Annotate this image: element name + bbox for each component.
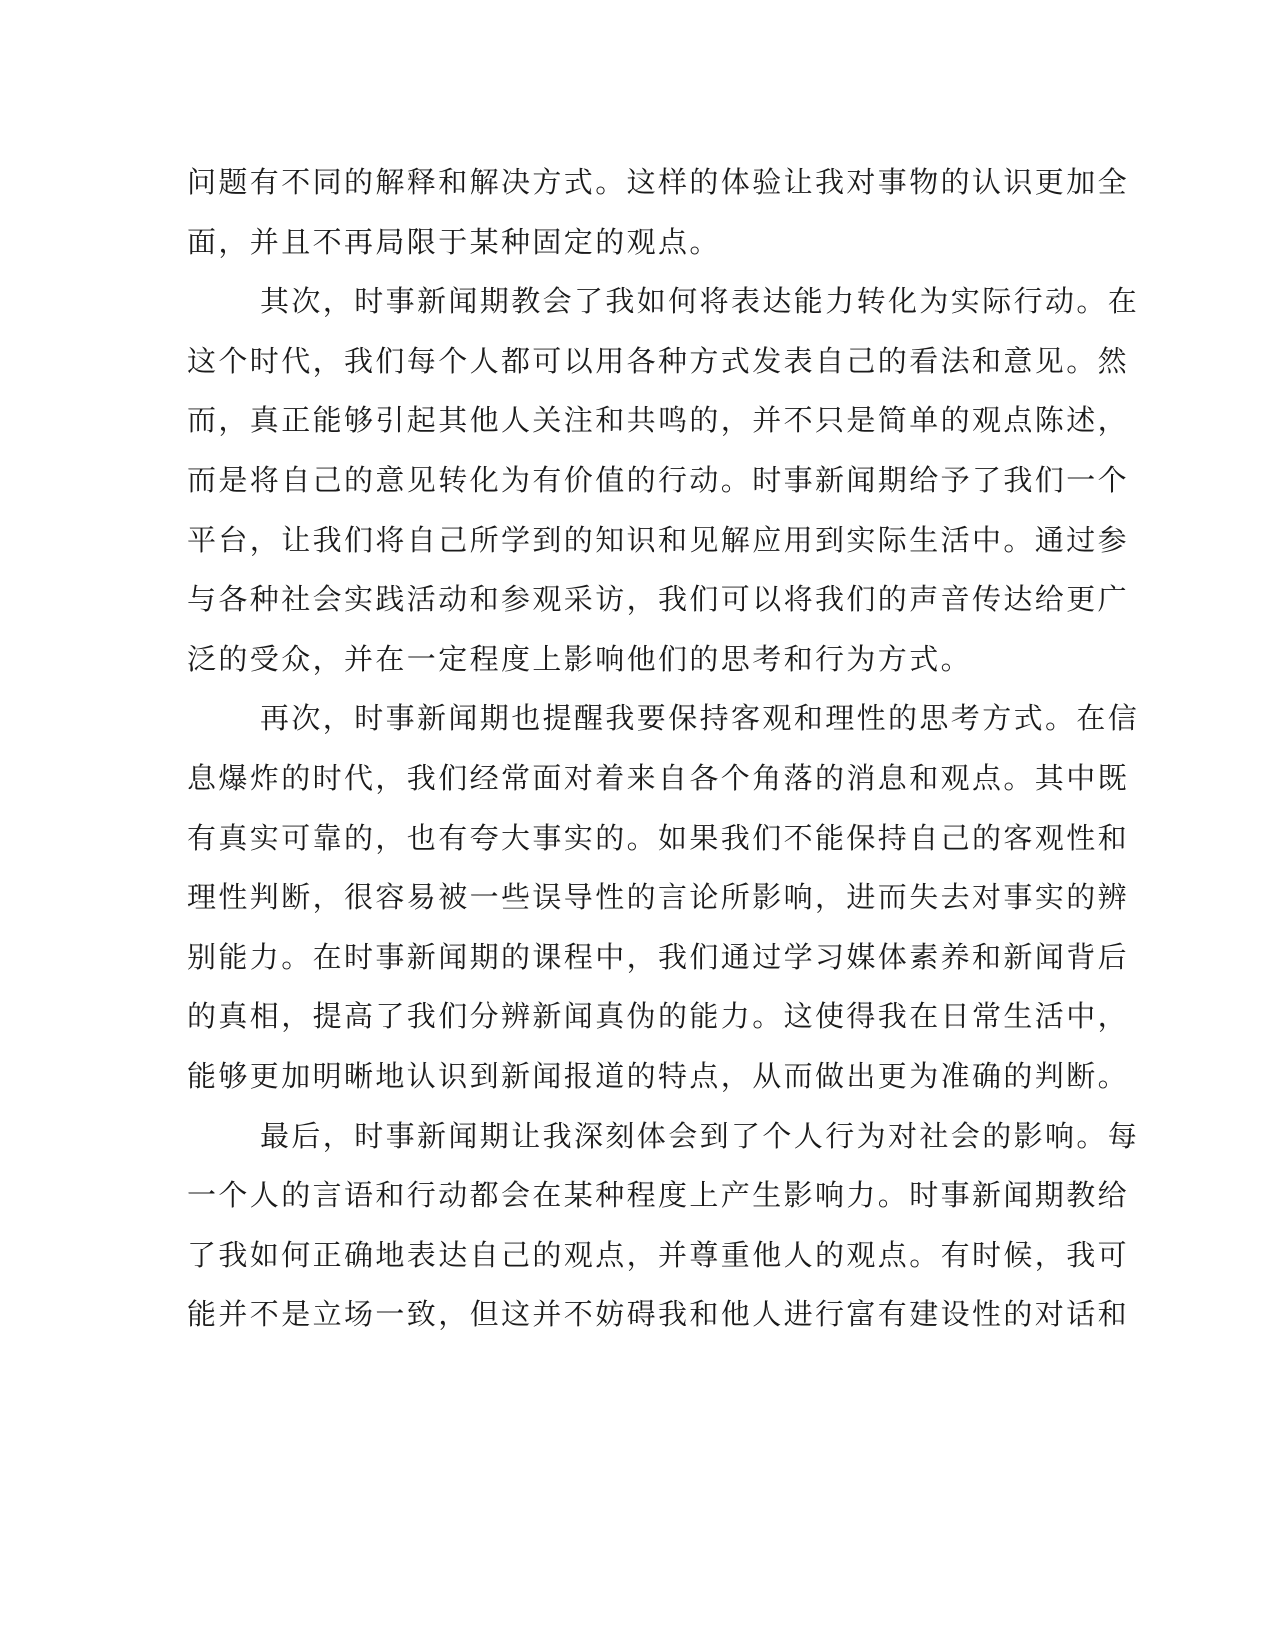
paragraph-2-line-6: 与各种社会实践活动和参观采访，我们可以将我们的声音传达给更广 <box>187 582 1130 617</box>
paragraph-2-line-5: 平台，让我们将自己所学到的知识和见解应用到实际生活中。通过参 <box>187 522 1130 557</box>
paragraph-2-line-3: 而，真正能够引起其他人关注和共鸣的，并不只是简单的观点陈述， <box>187 403 1130 438</box>
paragraph-3-line-2: 息爆炸的时代，我们经常面对着来自各个角落的消息和观点。其中既 <box>187 760 1130 795</box>
paragraph-4-line-3: 了我如何正确地表达自己的观点，并尊重他人的观点。有时候，我可 <box>187 1237 1130 1272</box>
document-body <box>187 162 1140 1354</box>
paragraph-4-line-4: 能并不是立场一致，但这并不妨碍我和他人进行富有建设性的对话和 <box>187 1297 1130 1332</box>
paragraph-3-line-1: 再次，时事新闻期也提醒我要保持客观和理性的思考方式。在信 <box>260 701 1140 736</box>
paragraph-3-line-3: 有真实可靠的，也有夸大事实的。如果我们不能保持自己的客观性和 <box>187 820 1130 855</box>
paragraph-1-line-1: 问题有不同的解释和解决方式。这样的体验让我对事物的认识更加全 <box>187 165 1130 199</box>
paragraph-3-line-4: 理性判断，很容易被一些误导性的言论所影响，进而失去对事实的辨 <box>187 880 1130 915</box>
paragraph-3-line-5: 别能力。在时事新闻期的课程中，我们通过学习媒体素养和新闻背后 <box>187 939 1130 974</box>
paragraph-2-line-4: 而是将自己的意见转化为有价值的行动。时事新闻期给予了我们一个 <box>187 462 1130 497</box>
paragraph-4-line-2: 一个人的言语和行动都会在某种程度上产生影响力。时事新闻期教给 <box>187 1178 1130 1213</box>
paragraph-3-line-7: 能够更加明晰地认识到新闻报道的特点，从而做出更为准确的判断。 <box>187 1058 1130 1093</box>
paragraph-2-line-1: 其次，时事新闻期教会了我如何将表达能力转化为实际行动。在 <box>260 284 1140 319</box>
paragraph-1-line-2: 面，并且不再局限于某种固定的观点。 <box>187 224 721 259</box>
paragraph-3-line-6: 的真相，提高了我们分辨新闻真伪的能力。这使得我在日常生活中， <box>187 999 1130 1034</box>
paragraph-4-line-1: 最后，时事新闻期让我深刻体会到了个人行为对社会的影响。每 <box>260 1118 1140 1153</box>
paragraph-2-line-2: 这个时代，我们每个人都可以用各种方式发表自己的看法和意见。然 <box>187 343 1130 378</box>
paragraph-2-line-7: 泛的受众，并在一定程度上影响他们的思考和行为方式。 <box>187 641 973 676</box>
